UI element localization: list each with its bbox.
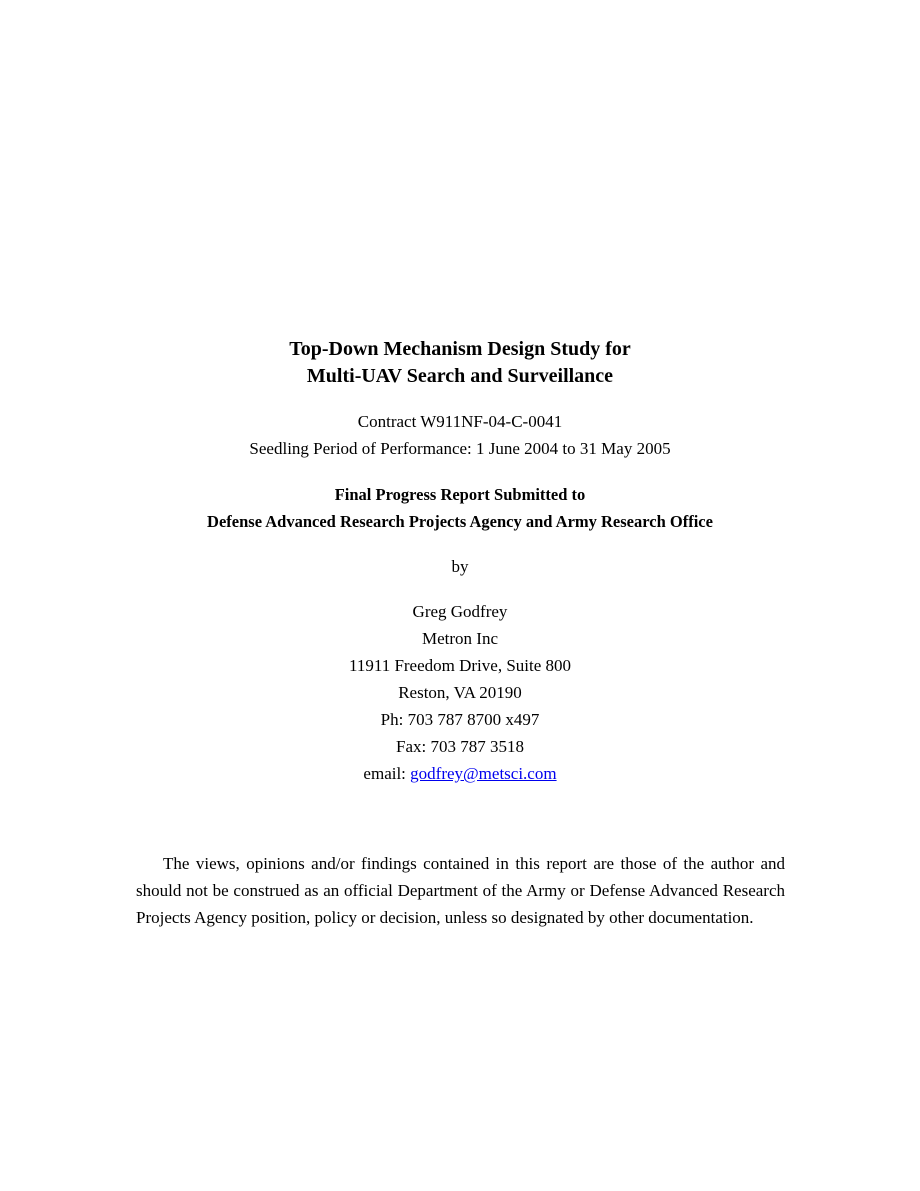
author-fax: Fax: 703 787 3518 [396, 737, 524, 756]
email-label: email: [363, 764, 411, 783]
disclaimer-paragraph: The views, opinions and/or findings contained in this report are those of the author and should not be construed as an official Department of the Army or Defense Advanced Research Projects Agency position, policy or decision, unless so designated by other documentation. [136, 854, 785, 927]
author-address: 11911 Freedom Drive, Suite 800 [348, 656, 572, 675]
author-phone: Ph: 703 787 8700 x497 [380, 710, 540, 729]
author-email-line [0, 760, 920, 787]
email-link[interactable]: godfrey@metsci.com [410, 764, 557, 783]
report-heading-line-1: Final Progress Report Submitted to [334, 485, 586, 504]
contract-number: Contract W911NF-04-C-0041 [357, 412, 563, 431]
by-label: by [451, 557, 469, 576]
author-city: Reston, VA 20190 [398, 683, 522, 702]
report-heading-line-2: Defense Advanced Research Projects Agency and Army Research Office [207, 512, 713, 531]
author-company: Metron Inc [421, 629, 498, 648]
author-name: Greg Godfrey [412, 602, 508, 621]
title-line-1: Top-Down Mechanism Design Study for [289, 338, 631, 360]
title-line-2: Multi-UAV Search and Surveillance [306, 365, 614, 387]
performance-period: Seedling Period of Performance: 1 June 2004 to 31 May 2005 [249, 439, 671, 458]
